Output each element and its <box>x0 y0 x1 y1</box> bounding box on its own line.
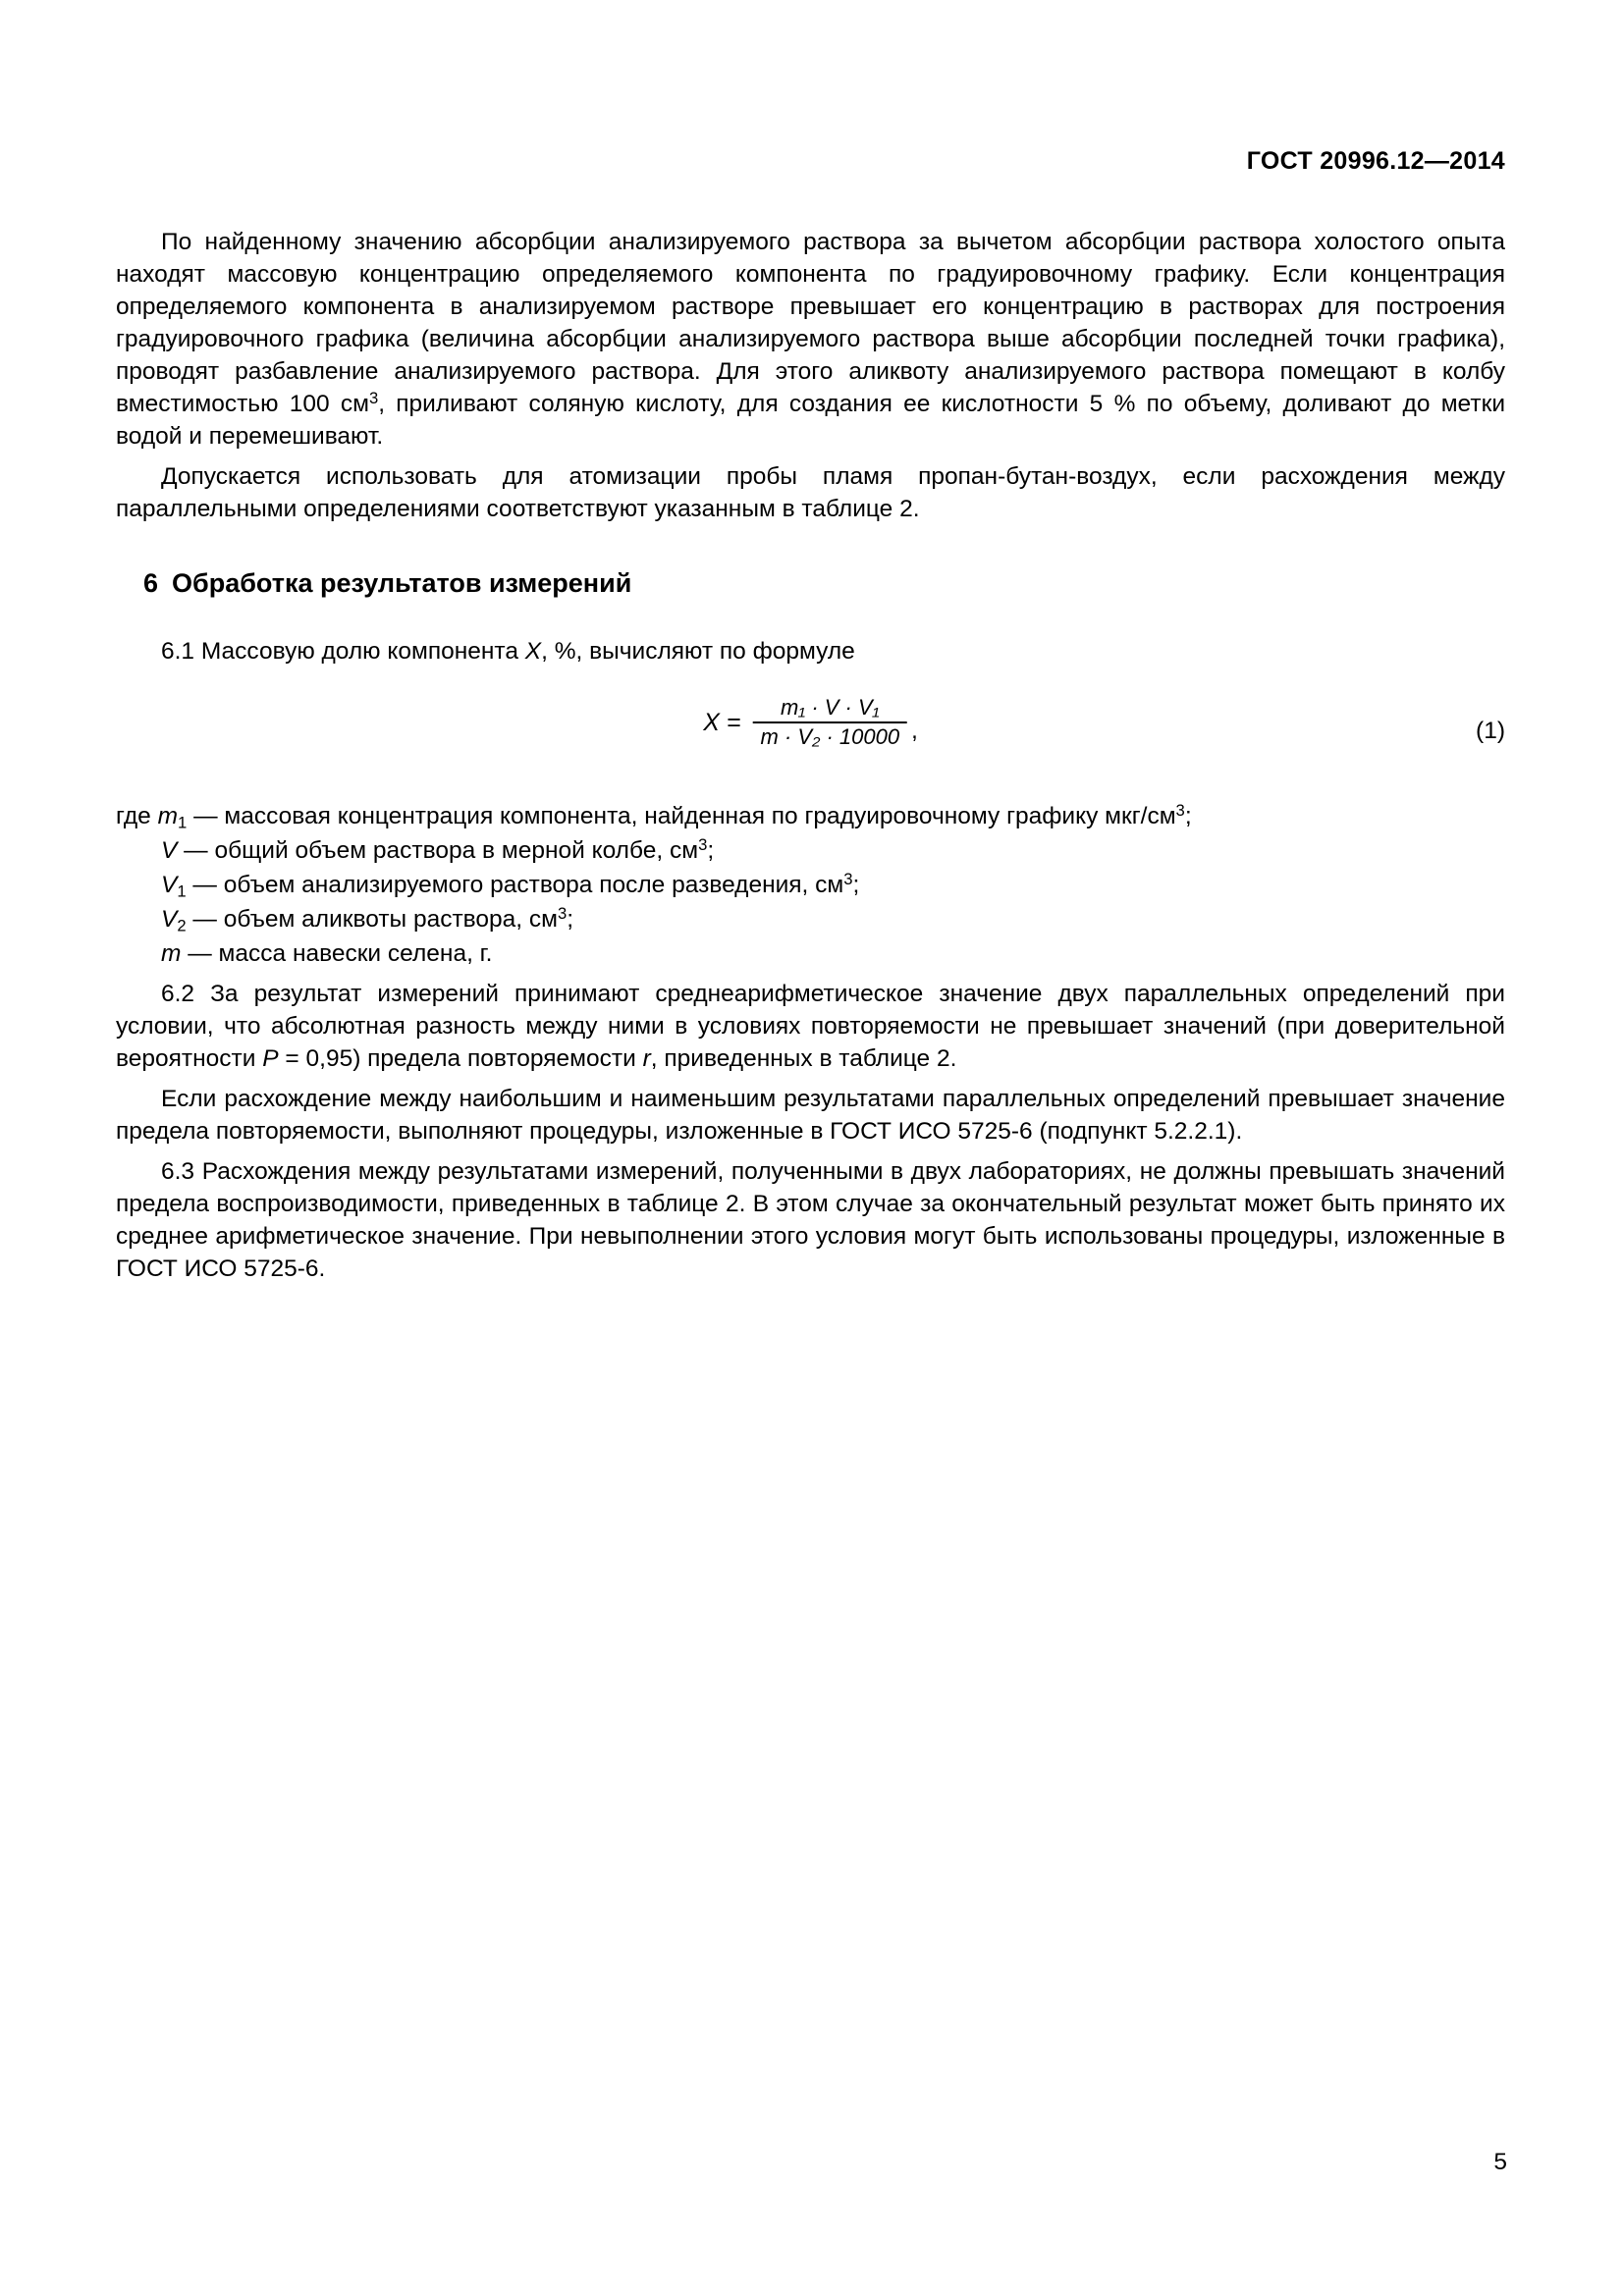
clause-6-2-symbol-p: P <box>262 1045 279 1073</box>
clause-6-2-symbol-r: r <box>642 1045 651 1073</box>
paragraph-absorption-calc <box>116 227 1505 454</box>
page-number: 5 <box>1493 2149 1507 2175</box>
legend-desc: — объем анализируемого раствора после разведения, см <box>192 871 844 898</box>
clause-6-3 <box>116 1156 1505 1286</box>
section-title: Обработка результатов измерений <box>172 568 632 599</box>
paragraph-flame-note: Допускается использовать для атомизации пробы пламя пропан-бутан-воздух, если расхождения между параллельными определениями соответствуют указанным в таблице 2. <box>116 462 1505 522</box>
clause-6-1-number: 6.1 <box>161 638 195 666</box>
section-number: 6 <box>143 568 159 599</box>
formula-equation-number: (1) <box>1476 718 1505 745</box>
legend-symbol: V <box>161 905 178 933</box>
legend-desc-tail: ; <box>1184 803 1192 830</box>
legend-symbol: m <box>161 939 182 967</box>
clause-6-1-text-before: Массовую долю компонента <box>200 638 518 666</box>
formula-numerator: m₁ · V · V₁ <box>780 695 880 721</box>
page-content <box>116 147 1505 1286</box>
clause-6-3-text: Расхождения между результатами измерений, полученными в двух лабораториях, не должны превышать значений предела воспроизводимости, приведенных в таблице 2. В этом случае за окончательный результат может быть принято их среднее арифметическое значение. При невыполнении этого условия могут быть использованы процедуры, изложенные в ГОСТ ИСО 5725-6. <box>116 1157 1505 1282</box>
clause-6-2-number: 6.2 <box>161 981 195 1008</box>
legend-symbol-sub: 2 <box>177 916 187 935</box>
superscript-cubic: 3 <box>368 388 379 407</box>
paragraph-text-part2: , приливают соляную кислоту, для создания ее кислотности 5 % по объему, доливают до метки водой и перемешивают. <box>116 390 1505 450</box>
formula-expression <box>703 694 918 751</box>
clause-6-2-text-c: , приведенных в таблице 2. <box>650 1045 957 1073</box>
legend-symbol-sub: 1 <box>178 814 188 833</box>
clause-6-3-number: 6.3 <box>161 1157 195 1185</box>
formula-denominator: m · V₂ · 10000 <box>760 723 900 749</box>
clause-6-1 <box>116 636 1505 668</box>
legend-desc: — объем аликвоты раствора, см <box>192 905 559 933</box>
standard-number-header: ГОСТ 20996.12—2014 <box>1246 147 1505 175</box>
legend-item <box>116 903 1505 937</box>
clause-6-1-symbol: X <box>524 638 542 666</box>
legend-item <box>116 834 1505 869</box>
legend-symbol: m <box>157 803 178 830</box>
clause-6-2 <box>116 979 1505 1076</box>
legend-desc: — общий объем раствора в мерной колбе, см <box>184 837 699 865</box>
legend-desc: — масса навески селена, г. <box>188 939 493 967</box>
legend-desc-tail: ; <box>852 871 860 898</box>
legend-symbol: V <box>161 837 178 865</box>
legend-item <box>116 800 1505 834</box>
formula-lhs: X = <box>703 708 741 736</box>
legend-item <box>116 869 1505 903</box>
legend-intro: где <box>116 803 151 830</box>
clause-6-2-text-a: За результат измерений принимают среднеарифметическое значение двух параллельных определений при условии, что абсолютная разность между ними в условиях повторяемости не превышает значений (при доверительной вероятности <box>116 981 1505 1073</box>
formula-fraction <box>752 694 907 751</box>
legend-desc-sup: 3 <box>843 869 853 888</box>
formula-legend <box>116 800 1505 971</box>
legend-item <box>116 937 1505 972</box>
legend-desc-sup: 3 <box>698 835 708 855</box>
legend-desc-tail: ; <box>707 837 715 865</box>
legend-desc-sup: 3 <box>1175 801 1185 821</box>
section-heading-6 <box>116 568 1505 599</box>
paragraph-repeatability-exceed: Если расхождение между наибольшим и наименьшим результатами параллельных определений превышает значение предела повторяемости, выполняют процедуры, изложенные в ГОСТ ИСО 5725-6 (подпункт 5.2.2.1). <box>116 1086 1505 1146</box>
clause-6-2-text-b: = 0,95) предела повторяемости <box>285 1045 636 1073</box>
clause-6-1-text-after: , %, вычисляют по формуле <box>541 638 855 666</box>
formula-trailing-comma: , <box>911 717 918 744</box>
formula-1 <box>116 694 1505 774</box>
legend-desc: — массовая концентрация компонента, найденная по градуировочному графику мкг/см <box>193 803 1176 830</box>
legend-desc-tail: ; <box>567 905 574 933</box>
legend-desc-sup: 3 <box>558 903 568 923</box>
paragraph-text-part1: По найденному значению абсорбции анализируемого раствора за вычетом абсорбции раствора холостого опыта находят массовую концентрацию определяемого компонента по градуировочному графику. Если концентрация определяемого компонента в анализируемом растворе превышает его концентрацию в растворах для построения градуировочного графика (величина абсорбции анализируемого раствора выше абсорбции последней точки графика), проводят разбавление анализируемого раствора. Для этого аликвоту анализируемого раствора помещают в колбу вместимостью 100 см <box>116 229 1505 417</box>
legend-symbol-sub: 1 <box>177 881 187 901</box>
legend-symbol: V <box>161 871 178 898</box>
